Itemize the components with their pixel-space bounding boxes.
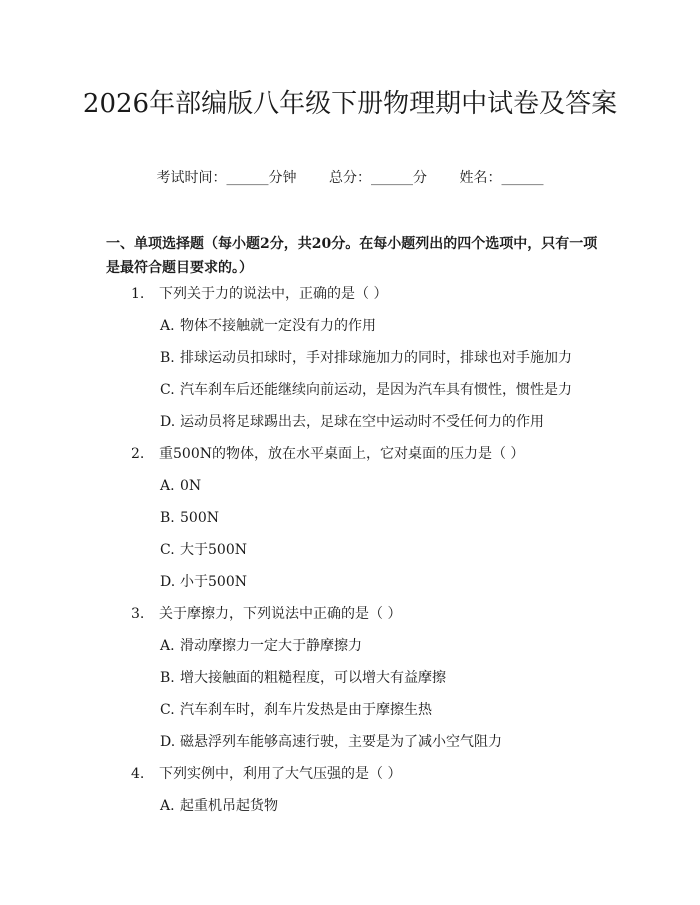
option-letter: B. [160,670,175,686]
option-text: 运动员将足球踢出去，足球在空中运动时不受任何力的作用 [180,414,544,430]
q1-option-c [160,380,572,400]
option-letter: A. [160,638,175,654]
student-name-field: 姓名：______ [459,170,544,186]
q2-option-c [160,540,247,560]
option-text: 物体不接触就一定没有力的作用 [180,318,376,334]
option-text: 500N [180,510,219,526]
section-heading: 一、单项选择题（每小题2分，共20分。在每小题列出的四个选项中，只有一项是最符合题目要求的。） [106,236,598,276]
option-letter: C. [160,382,175,398]
question-3 [131,604,401,624]
option-letter: D. [160,414,176,430]
page-title: 2026年部编版八年级下册物理期中试卷及答案 [82,89,618,119]
option-text: 滑动摩擦力一定大于静摩擦力 [180,638,362,654]
option-letter: B. [160,350,175,366]
total-score-field: 总分：______分 [329,170,427,186]
exam-meta [0,168,700,188]
question-number: 3. [131,606,145,622]
option-text: 小于500N [180,574,247,590]
option-text: 起重机吊起货物 [180,798,278,814]
question-text: 关于摩擦力，下列说法中正确的是（ ） [159,606,402,622]
question-text: 重500N的物体，放在水平桌面上，它对桌面的压力是（ ） [159,446,525,462]
option-letter: C. [160,702,175,718]
option-letter: A. [160,798,175,814]
question-2 [131,444,524,464]
question-number: 2. [131,446,145,462]
q1-option-a [160,316,376,336]
q2-option-a [160,476,201,496]
option-text: 大于500N [180,542,247,558]
q2-option-d [160,572,247,592]
q1-option-d [160,412,544,432]
question-1 [131,284,387,304]
option-text: 汽车刹车后还能继续向前运动，是因为汽车具有惯性，惯性是力 [180,382,572,398]
option-letter: A. [160,318,175,334]
q4-option-a [160,796,278,816]
option-letter: B. [160,510,175,526]
option-letter: D. [160,734,176,750]
option-letter: D. [160,574,176,590]
question-text: 下列关于力的说法中，正确的是（ ） [159,286,388,302]
question-number: 1. [131,286,145,302]
question-text: 下列实例中，利用了大气压强的是（ ） [159,766,402,782]
q3-option-b [160,668,446,688]
q1-option-b [160,348,572,368]
option-letter: A. [160,478,175,494]
exam-time-field: 考试时间：______分钟 [156,170,297,186]
q3-option-a [160,636,362,656]
q3-option-c [160,700,432,720]
option-text: 磁悬浮列车能够高速行驶，主要是为了减小空气阻力 [180,734,502,750]
q2-option-b [160,508,219,528]
option-text: 增大接触面的粗糙程度，可以增大有益摩擦 [180,670,446,686]
option-text: 排球运动员扣球时，手对排球施加力的同时，排球也对手施加力 [180,350,572,366]
option-text: 汽车刹车时，刹车片发热是由于摩擦生热 [180,702,432,718]
question-4 [131,764,401,784]
option-text: 0N [180,478,202,494]
q3-option-d [160,732,502,752]
option-letter: C. [160,542,175,558]
question-number: 4. [131,766,145,782]
